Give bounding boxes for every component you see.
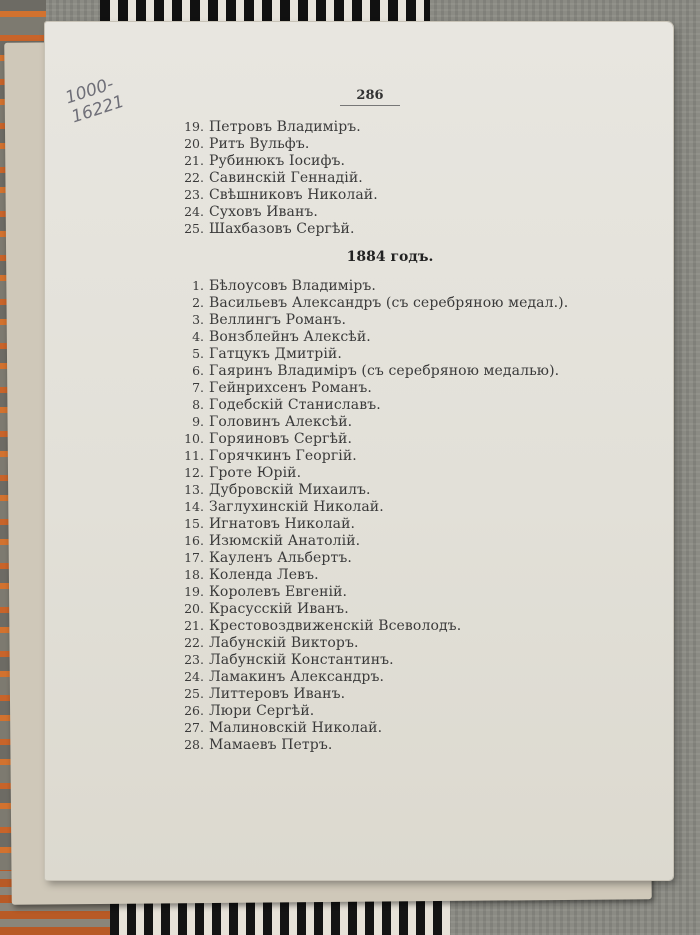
entries-1884	[160, 277, 600, 753]
section-heading-1884: 1884 годъ.	[346, 249, 434, 265]
entry-number: 6.	[192, 363, 204, 378]
entry-number: 3.	[192, 312, 204, 327]
list-item	[160, 277, 600, 294]
entry-name: Васильевъ Александръ (съ серебряною медал.).	[209, 295, 569, 311]
entry-name: Горяиновъ Сергѣй.	[209, 431, 353, 447]
entry-name: Изюмскій Анатолій.	[209, 533, 361, 549]
entry-name: Ламакинъ Александръ.	[209, 669, 385, 685]
list-item	[160, 294, 600, 311]
list-item	[160, 203, 600, 220]
entry-number: 12.	[184, 465, 204, 480]
entry-name: Гейнрихсенъ Романъ.	[209, 380, 372, 396]
list-item	[160, 668, 600, 685]
entry-name: Заглухинскій Николай.	[209, 499, 384, 515]
entry-number: 19.	[184, 584, 204, 599]
entry-name: Лабунскій Викторъ.	[209, 635, 359, 651]
entry-name: Горячкинъ Георгій.	[209, 448, 357, 464]
entry-number: 24.	[184, 669, 204, 684]
continued-entries	[160, 118, 600, 237]
entry-number: 25.	[184, 686, 204, 701]
list-item	[160, 515, 600, 532]
list-item	[160, 413, 600, 430]
entry-name: Головинъ Алексѣй.	[209, 414, 353, 430]
entry-name: Дубровскій Михаилъ.	[209, 482, 371, 498]
entry-name: Игнатовъ Николай.	[209, 516, 356, 532]
entry-number: 23.	[184, 652, 204, 667]
list-item	[160, 651, 600, 668]
entry-number: 20.	[184, 136, 204, 151]
entry-name: Королевъ Евгеній.	[209, 584, 348, 600]
entry-name: Петровъ Владиміръ.	[209, 119, 361, 135]
entry-name: Кауленъ Альбертъ.	[209, 550, 352, 566]
entry-name: Литтеровъ Иванъ.	[209, 686, 346, 702]
entry-name: Гроте Юрій.	[209, 465, 302, 481]
list-item	[160, 736, 600, 753]
entry-name: Мамаевъ Петръ.	[209, 737, 333, 753]
entry-number: 7.	[192, 380, 204, 395]
entry-number: 1.	[192, 278, 204, 293]
list-item	[160, 498, 600, 515]
list-item	[160, 430, 600, 447]
list-item	[160, 118, 600, 135]
entry-name: Люри Сергѣй.	[209, 703, 315, 719]
list-item	[160, 362, 600, 379]
list-item	[160, 583, 600, 600]
entry-number: 20.	[184, 601, 204, 616]
entry-name: Малиновскій Николай.	[209, 720, 383, 736]
list-item	[160, 345, 600, 362]
entry-number: 14.	[184, 499, 204, 514]
list-item	[160, 719, 600, 736]
list-item	[160, 702, 600, 719]
list-item	[160, 396, 600, 413]
list-item	[160, 186, 600, 203]
entry-name: Суховъ Иванъ.	[209, 204, 318, 220]
entry-number: 22.	[184, 635, 204, 650]
list-item	[160, 447, 600, 464]
entry-name: Лабунскій Константинъ.	[209, 652, 394, 668]
entry-name: Бѣлоусовъ Владиміръ.	[209, 278, 376, 294]
entry-number: 19.	[184, 119, 204, 134]
entry-name: Гаяринъ Владиміръ (съ серебряною медалью).	[209, 363, 560, 379]
list-item	[160, 311, 600, 328]
list-item	[160, 481, 600, 498]
list-item	[160, 169, 600, 186]
entry-number: 26.	[184, 703, 204, 718]
entry-number: 5.	[192, 346, 204, 361]
list-item	[160, 685, 600, 702]
entry-number: 22.	[184, 170, 204, 185]
entry-name: Свѣшниковъ Николай.	[209, 187, 378, 203]
entry-number: 2.	[192, 295, 204, 310]
list-item	[160, 328, 600, 345]
entry-name: Рубинюкъ Іосифъ.	[209, 153, 346, 169]
entry-name: Годебскій Станиславъ.	[209, 397, 381, 413]
list-item	[160, 634, 600, 651]
entry-number: 21.	[184, 618, 204, 633]
entry-name: Гатцукъ Дмитрій.	[209, 346, 342, 362]
pencil-note: 1000- 16221	[62, 74, 127, 128]
list-item	[160, 464, 600, 481]
list-item	[160, 379, 600, 396]
page-number: 286	[340, 88, 400, 106]
entry-number: 15.	[184, 516, 204, 531]
entry-number: 10.	[184, 431, 204, 446]
entry-name: Веллингъ Романъ.	[209, 312, 347, 328]
entry-number: 13.	[184, 482, 204, 497]
list-item	[160, 617, 600, 634]
entry-name: Савинскій Геннадій.	[209, 170, 363, 186]
entry-number: 24.	[184, 204, 204, 219]
entry-number: 21.	[184, 153, 204, 168]
entry-number: 18.	[184, 567, 204, 582]
entry-name: Крестовоздвиженскій Всеволодъ.	[209, 618, 462, 634]
entry-number: 9.	[192, 414, 204, 429]
entry-name: Шахбазовъ Сергѣй.	[209, 221, 355, 237]
list-item	[160, 566, 600, 583]
entry-number: 16.	[184, 533, 204, 548]
entry-name: Красусскій Иванъ.	[209, 601, 349, 617]
list-item	[160, 532, 600, 549]
entry-number: 11.	[184, 448, 204, 463]
entry-name: Ритъ Вульфъ.	[209, 136, 310, 152]
list-item	[160, 152, 600, 169]
entry-number: 23.	[184, 187, 204, 202]
entry-number: 8.	[192, 397, 204, 412]
entry-name: Коленда Левъ.	[209, 567, 319, 583]
entry-name: Вонзблейнъ Алексѣй.	[209, 329, 371, 345]
entry-number: 17.	[184, 550, 204, 565]
entry-number: 4.	[192, 329, 204, 344]
entry-number: 25.	[184, 221, 204, 236]
list-item	[160, 220, 600, 237]
entry-number: 28.	[184, 737, 204, 752]
list-item	[160, 135, 600, 152]
list-item	[160, 549, 600, 566]
entry-number: 27.	[184, 720, 204, 735]
list-item	[160, 600, 600, 617]
name-list	[160, 118, 600, 753]
